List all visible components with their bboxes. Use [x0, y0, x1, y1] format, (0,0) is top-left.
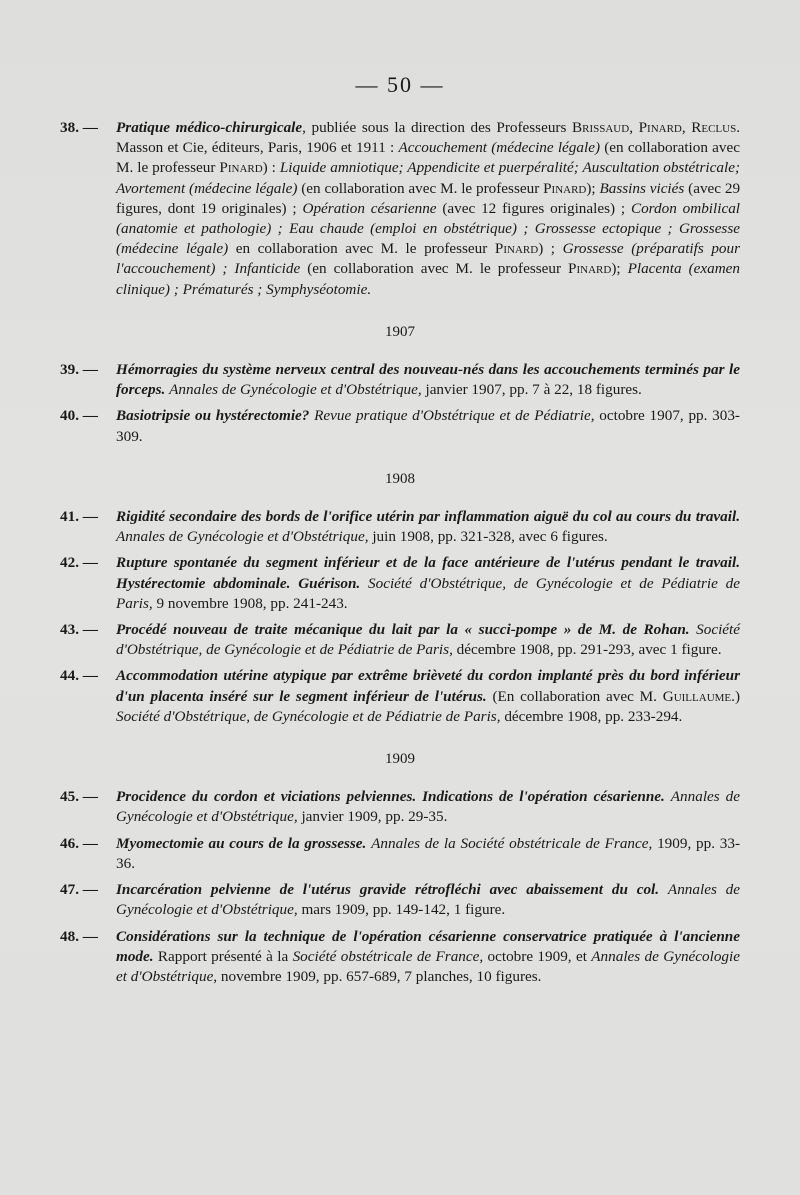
entry-text: . Masson et Cie, éditeurs, Paris, 1906 et 1911 :	[116, 119, 741, 157]
entry-title: Pratique médico-chirurgicale	[116, 119, 303, 136]
entry-details: juin 1908, pp. 321-328, avec 6 figures.	[368, 528, 608, 546]
entry-body	[116, 406, 740, 446]
entry-journal: Annales de Gynécologie et d'Obstétrique,	[116, 881, 741, 919]
entry-46	[60, 834, 740, 874]
entry-italic: Accouchement (médecine légale)	[398, 139, 601, 157]
entry-italic: Grossesse (préparatifs pour l'accouchement) ; Infanticide	[116, 240, 741, 278]
entry-number: 46. —	[60, 834, 98, 852]
entry-text: ) :	[262, 159, 280, 177]
entry-journal: Société obstétricale de France,	[292, 947, 484, 965]
entry-number: 48. —	[60, 927, 98, 945]
entry-body	[116, 787, 740, 827]
author-name: Pinard	[638, 119, 682, 136]
entry-journal: Société d'Obstétrique, de Gynécologie et de Pédiatrie de Paris,	[116, 707, 501, 725]
author-name: Pinard	[568, 260, 612, 278]
entry-details: décembre 1908, pp. 291-293, avec 1 figure.	[452, 641, 722, 659]
bibliography-list	[60, 118, 740, 993]
entry-italic: Opération césarienne	[302, 199, 437, 217]
entry-journal: Société d'Obstétrique, de Gynécologie et de Pédiatrie de Paris,	[116, 621, 740, 659]
entry-details: octobre 1907, pp. 303-309.	[116, 407, 740, 445]
entry-number: 43. —	[60, 621, 98, 639]
entry-44	[60, 666, 740, 727]
entry-italic: Bassins viciés	[599, 179, 685, 197]
year-heading: 1908	[385, 470, 415, 487]
year-heading: 1907	[385, 323, 415, 340]
entry-title: Incarcération pelvienne de l'utérus gravide rétrofléchi avec abaissement du col.	[116, 881, 660, 899]
entry-journal: Annales de Gynécologie et d'Obstétrique,	[116, 947, 740, 985]
entry-body	[116, 834, 740, 874]
entry-title: Myomectomie au cours de la grossesse.	[116, 834, 367, 852]
entry-journal: Annales de Gynécologie et d'Obstétrique,	[169, 381, 422, 399]
author-name: Brissaud	[571, 119, 630, 136]
entry-journal: Annales de la Société obstétricale de France,	[371, 834, 653, 852]
entry-38	[60, 118, 740, 300]
entry-title: Considérations sur la technique de l'opération césarienne conservatrice pratiquée à l'ancienne mode.	[116, 927, 740, 965]
entry-journal: Annales de Gynécologie et d'Obstétrique,	[116, 528, 369, 546]
entry-details: mars 1909, pp. 149-142, 1 figure.	[297, 901, 506, 919]
entry-39	[60, 360, 740, 400]
entry-italic: (médecine légale)	[189, 179, 298, 197]
entry-text: (en collaboration avec M. le professeur	[297, 179, 544, 197]
entry-details: novembre 1909, pp. 657-689, 7 planches, 10 figures.	[217, 967, 542, 985]
entry-47	[60, 880, 740, 920]
entry-title: Accommodation utérine atypique par extrême brièveté du cordon implanté près du bord inférieur d'un placenta inséré sur le segment inférieur de l'utérus.	[116, 667, 740, 705]
entry-text: ,	[629, 119, 639, 136]
entry-text: (en collaboration avec M. le professeur	[116, 139, 741, 177]
entry-body	[116, 927, 740, 988]
entry-title: Procidence du cordon et viciations pelviennes. Indications de l'opération césarienne.	[116, 788, 665, 806]
entry-41	[60, 507, 740, 547]
author-name: Pinard	[219, 159, 263, 177]
entry-number: 40. —	[60, 407, 98, 425]
author-name: Pinard	[494, 240, 539, 258]
entry-details: janvier 1909, pp. 29-35.	[297, 808, 448, 826]
entry-title: Rigidité secondaire des bords de l'orifice utérin par inflammation aiguë du col au cours du travail.	[116, 508, 740, 526]
entry-number: 41. —	[60, 508, 98, 526]
author-name: Guillaume	[662, 687, 732, 705]
entry-body	[116, 620, 740, 660]
entry-number: 42. —	[60, 554, 98, 572]
entry-title: Procédé nouveau de traite mécanique du lait par la « succi-pompe » de M. de Rohan.	[116, 621, 690, 639]
entry-body	[116, 553, 740, 614]
entry-text: .)	[731, 687, 740, 705]
entry-text: ,	[681, 119, 692, 136]
entry-text: );	[611, 260, 628, 278]
entry-details: 9 novembre 1908, pp. 241-243.	[152, 594, 348, 612]
entry-45	[60, 787, 740, 827]
entry-text: Rapport présenté à la	[153, 947, 293, 965]
entry-details: janvier 1907, pp. 7 à 22, 18 figures.	[421, 381, 642, 399]
entry-text: (avec 29 figures, dont 19 originales) ;	[116, 179, 741, 217]
entry-text: );	[586, 179, 600, 197]
entry-details: décembre 1908, pp. 233-294.	[500, 707, 683, 725]
entry-body	[116, 360, 740, 400]
entry-body	[116, 666, 740, 727]
entry-text: ) ;	[538, 240, 563, 258]
entry-number: 39. —	[60, 361, 98, 379]
entry-title: Rupture spontanée du segment inférieur et de la face antérieure de l'utérus pendant le travail. Hystérectomie abdominale. Guérison.	[116, 554, 740, 592]
entry-italic: Cordon ombilical (anatomie et pathologie) ; Eau chaude (emploi en obstétrique) ; Grossesse ectopique ; Grossesse (médecine légale)	[116, 199, 741, 258]
entry-43	[60, 620, 740, 660]
entry-body	[116, 880, 740, 920]
entry-text: octobre 1909, et	[483, 947, 592, 965]
entry-48	[60, 927, 740, 988]
entry-42	[60, 553, 740, 614]
entry-details: 1909, pp. 33-36.	[116, 834, 741, 872]
entry-number: 44. —	[60, 667, 98, 685]
author-name: Pinard	[543, 179, 587, 197]
entry-italic: Liquide amniotique; Appendicite et puerpéralité; Auscultation obstétricale; Avortement	[116, 159, 740, 197]
entry-journal: Revue pratique d'Obstétrique et de Pédiatrie,	[314, 407, 595, 425]
entry-italic: Placenta (examen clinique) ; Prématurés ; Symphyséotomie.	[116, 260, 741, 298]
entry-text: (avec 12 figures originales) ;	[436, 199, 631, 217]
year-heading: 1909	[385, 751, 415, 768]
entry-title: Hémorragies du système nerveux central des nouveau-nés dans les accouchements terminés par le forceps.	[116, 361, 740, 399]
entry-title: Basiotripsie ou hystérectomie?	[116, 407, 310, 425]
entry-text: (En collaboration avec M.	[486, 687, 663, 705]
entry-body	[116, 118, 740, 300]
entry-text: (en collaboration avec M. le professeur	[300, 260, 569, 278]
entry-number: 45. —	[60, 788, 98, 806]
entry-journal: Société d'Obstétrique, de Gynécologie et de Pédiatrie de Paris,	[116, 574, 740, 612]
entry-number: 47. —	[60, 881, 98, 899]
author-name: Reclus	[691, 119, 737, 136]
entry-text: en collaboration avec M. le professeur	[228, 240, 495, 258]
entry-40	[60, 406, 740, 446]
entry-journal: Annales de Gynécologie et d'Obstétrique,	[116, 788, 740, 826]
entry-body	[116, 507, 740, 547]
page-number: — 50 —	[355, 72, 445, 97]
entry-number: 38. —	[60, 119, 98, 136]
entry-text: , publiée sous la direction des Professeurs	[302, 119, 572, 136]
